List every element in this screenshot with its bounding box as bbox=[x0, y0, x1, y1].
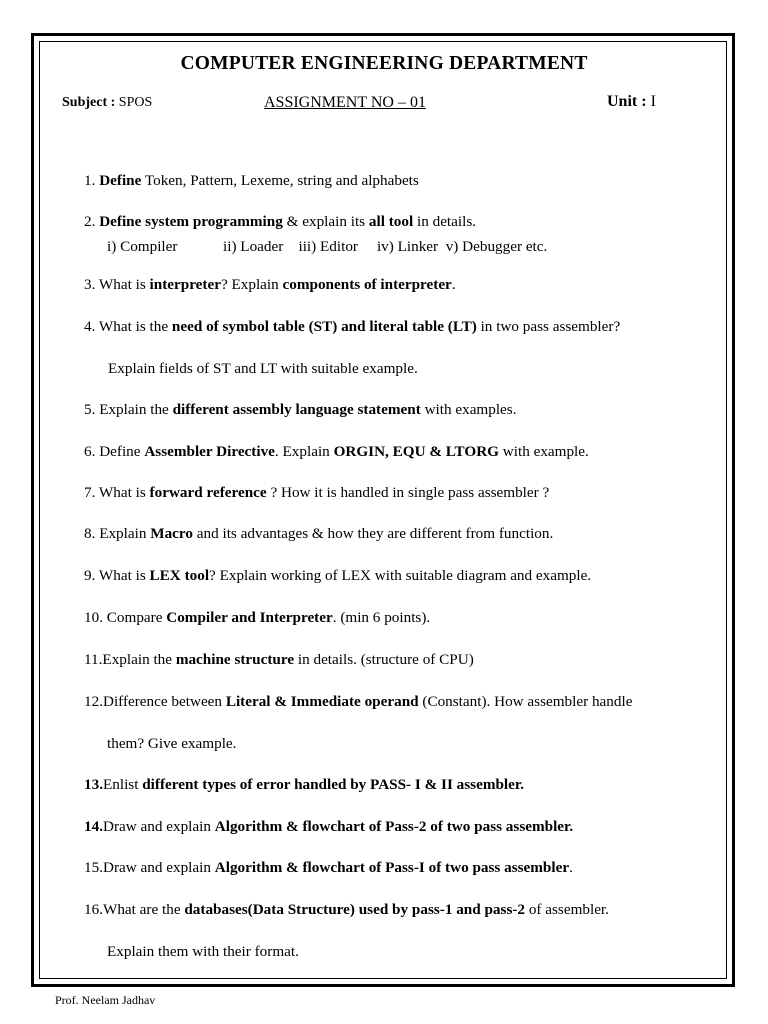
subject-line bbox=[62, 95, 152, 111]
question-line bbox=[84, 693, 632, 711]
question-text: . bbox=[451, 276, 456, 293]
question-line bbox=[108, 360, 418, 378]
question-line bbox=[107, 735, 236, 753]
question-keyword: Assembler Directive bbox=[144, 443, 275, 460]
question-keyword: ORGIN, EQU & LTORG bbox=[333, 443, 499, 460]
question-text: in two pass assembler? bbox=[476, 318, 621, 335]
question-keyword: databases(Data Structure) used by pass-1 and pass-2 bbox=[184, 901, 526, 918]
question-text: . Explain bbox=[274, 443, 334, 460]
question-line bbox=[84, 401, 517, 419]
question-text: & explain its bbox=[282, 213, 369, 230]
question-text: Explain fields of ST and LT with suitable example. bbox=[108, 360, 418, 377]
question-text: them? Give example. bbox=[107, 735, 237, 752]
question-keyword: different assembly language statement bbox=[172, 401, 421, 418]
question-line bbox=[84, 443, 589, 461]
question-line bbox=[84, 213, 476, 231]
question-keyword: machine structure bbox=[175, 651, 295, 668]
question-text: What is bbox=[98, 484, 150, 501]
question-text: What is bbox=[98, 567, 150, 584]
question-text: and its advantages & how they are different from function. bbox=[192, 525, 554, 542]
department-title: COMPUTER ENGINEERING DEPARTMENT bbox=[180, 53, 588, 74]
question-line bbox=[84, 859, 573, 877]
question-line bbox=[107, 238, 547, 256]
question-text: i) Compiler ii) Loader iii) Editor iv) Linker v) Debugger etc. bbox=[107, 238, 548, 255]
question-text: Compare bbox=[106, 609, 167, 626]
question-text: Difference between bbox=[102, 693, 226, 710]
question-keyword: Define bbox=[99, 172, 142, 189]
question-number: 16. bbox=[84, 901, 103, 918]
question-number: 12. bbox=[84, 693, 103, 710]
question-keyword: LEX tool bbox=[149, 567, 210, 584]
question-text: with example. bbox=[498, 443, 589, 460]
question-line bbox=[84, 172, 419, 190]
question-keyword: Literal & Immediate operand bbox=[225, 693, 419, 710]
question-keyword: Macro bbox=[150, 525, 193, 542]
question-number: 14. bbox=[84, 818, 103, 835]
question-number: 1. bbox=[84, 172, 96, 189]
question-number: 2. bbox=[84, 213, 96, 230]
question-text: Draw and explain bbox=[102, 859, 215, 876]
question-line bbox=[84, 609, 430, 627]
question-line bbox=[84, 318, 620, 336]
question-number: 6. bbox=[84, 443, 96, 460]
question-text: Explain the bbox=[99, 401, 173, 418]
question-keyword: interpreter bbox=[149, 276, 221, 293]
subject-value: SPOS bbox=[118, 95, 153, 110]
question-text: Token, Pattern, Lexeme, string and alphabets bbox=[141, 172, 419, 189]
question-number: 11. bbox=[84, 651, 103, 668]
question-keyword: Compiler and Interpreter bbox=[166, 609, 333, 626]
question-line bbox=[84, 776, 524, 794]
subject-label: Subject : bbox=[62, 95, 116, 110]
question-keyword: Algorithm & flowchart of Pass-I of two pass assembler bbox=[214, 859, 570, 876]
question-line bbox=[107, 943, 299, 961]
question-keyword: different types of error handled by PASS- I & II assembler. bbox=[142, 776, 525, 793]
question-line bbox=[84, 525, 553, 543]
question-text: . bbox=[569, 859, 573, 876]
question-number: 8. bbox=[84, 525, 96, 542]
question-line bbox=[84, 651, 474, 669]
question-line bbox=[84, 276, 456, 294]
question-line bbox=[84, 818, 573, 836]
question-number: 7. bbox=[84, 484, 96, 501]
question-keyword: Algorithm & flowchart of Pass-2 of two pass assembler. bbox=[214, 818, 574, 835]
question-keyword: all tool bbox=[368, 213, 414, 230]
question-line bbox=[84, 484, 549, 502]
unit-label: Unit : bbox=[607, 93, 647, 110]
question-keyword: need of symbol table (ST) and literal table (LT) bbox=[171, 318, 477, 335]
question-text: ? Explain working of LEX with suitable diagram and example. bbox=[209, 567, 592, 584]
question-text: What are the bbox=[102, 901, 185, 918]
question-line bbox=[84, 901, 609, 919]
question-number: 10. bbox=[84, 609, 103, 626]
question-number: 3. bbox=[84, 276, 96, 293]
question-text: Explain them with their format. bbox=[107, 943, 299, 960]
question-text: . (min 6 points). bbox=[332, 609, 431, 626]
question-text: Define bbox=[99, 443, 145, 460]
question-keyword: Define system programming bbox=[99, 213, 283, 230]
question-text: in details. (structure of CPU) bbox=[294, 651, 474, 668]
assignment-title: ASSIGNMENT NO – 01 bbox=[264, 94, 426, 111]
question-text: What is the bbox=[98, 318, 172, 335]
question-text: Enlist bbox=[102, 776, 143, 793]
question-number: 9. bbox=[84, 567, 96, 584]
footer-author: Prof. Neelam Jadhav bbox=[55, 993, 156, 1007]
question-text: in details. bbox=[413, 213, 477, 230]
question-number: 5. bbox=[84, 401, 96, 418]
question-number: 13. bbox=[84, 776, 103, 793]
question-keyword: components of interpreter bbox=[282, 276, 452, 293]
question-text: with examples. bbox=[420, 401, 517, 418]
unit-value: I bbox=[650, 93, 656, 110]
question-text: What is bbox=[98, 276, 150, 293]
question-text: Explain the bbox=[102, 651, 176, 668]
question-number: 4. bbox=[84, 318, 96, 335]
question-text: (Constant). How assembler handle bbox=[418, 693, 633, 710]
question-number: 15. bbox=[84, 859, 103, 876]
question-text: Draw and explain bbox=[102, 818, 215, 835]
question-text: ? How it is handled in single pass assembler ? bbox=[266, 484, 550, 501]
question-keyword: forward reference bbox=[149, 484, 267, 501]
question-text: of assembler. bbox=[525, 901, 609, 918]
unit-line bbox=[607, 93, 656, 111]
question-text: Explain bbox=[99, 525, 151, 542]
question-line bbox=[84, 567, 591, 585]
question-text: ? Explain bbox=[220, 276, 283, 293]
